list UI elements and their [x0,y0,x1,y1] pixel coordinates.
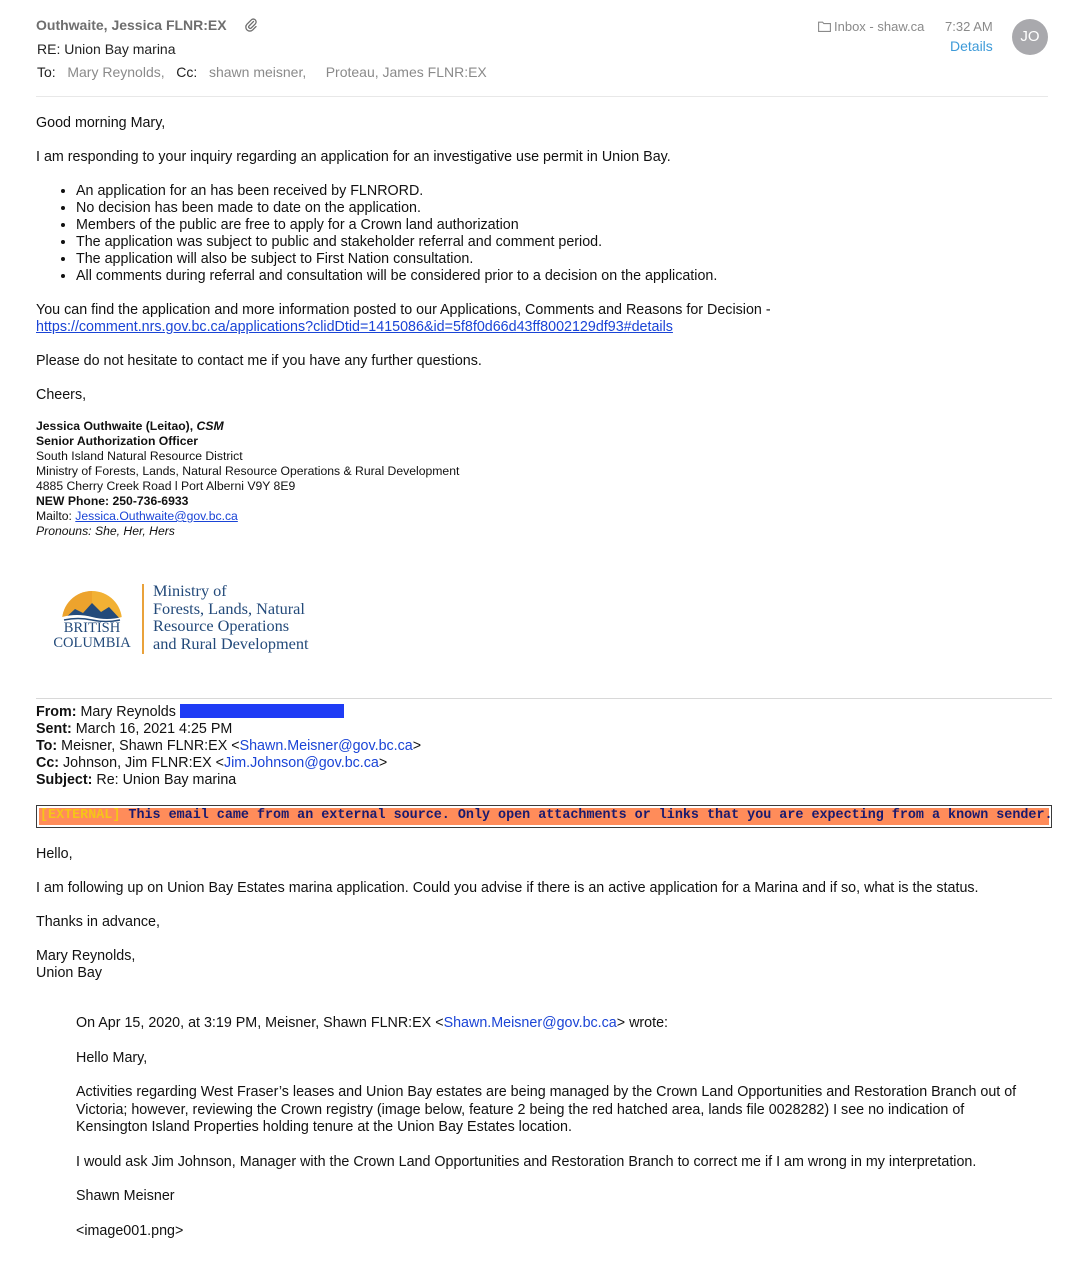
sig-phone: NEW Phone: 250-736-6933 [36,494,189,508]
ministry-wordmark [153,582,309,652]
attribution-wrote: wrote: [629,1015,669,1031]
signature-block [36,419,1046,539]
bc-line: BRITISH [63,620,121,636]
sig-name: Jessica Outhwaite (Leitao), [36,419,194,433]
list-item: • Members of the public are free to apply for a Crown land authorization [76,217,1046,234]
sig-pronouns: Pronouns: She, Her, Hers [36,524,175,538]
quote-signoff: Shawn Meisner [76,1188,175,1204]
details-link[interactable]: Details [950,38,993,54]
ministry-line: Ministry of [153,581,227,600]
list-item: • All comments during referral and consultation will be considered prior to a decision on the application. [76,268,1046,285]
ministry-line: Resource Operations [153,616,290,635]
mailbox-label: Inbox - shaw.ca [834,19,925,34]
quote-attribution: On Apr 15, 2020, at 3:19 PM, Meisner, Shawn FLNR:EX <Shawn.Meisner@gov.bc.ca> wrote: [76,1015,669,1031]
quote-paragraph: Activities regarding West Fraser’s leases and Union Bay estates are being managed by the Crown Land Opportunities and Restoration Branch out of Victoria; however, reviewing the Crown registry (image below, feature 2 being the red hatched area, lands file 0028282) I see no indication of Kensington Island Properties holding tenure at the Union Bay Estates location. [76,1084,1017,1135]
cc-recipient[interactable]: Proteau, James FLNR:EX [325,64,487,80]
list-item: • An application for an has been received by FLNRORD. [76,183,1046,200]
redacted-block [180,704,344,718]
fwd-sent-label: Sent: [36,721,72,737]
avatar: JO [1012,19,1048,55]
quoted-message [76,1015,1026,1257]
sender-name[interactable]: Outhwaite, Jessica FLNR:EX [36,17,227,33]
bc-sun-mountain-icon [61,582,123,622]
reply-location: Union Bay [36,965,102,981]
reply-greeting: Hello, [36,846,73,862]
fwd-cc-name: Johnson, Jim FLNR:EX [63,755,212,771]
reply-body [36,846,1046,999]
find-text: You can find the application and more information posted to our Applications, Comments and Reasons for Decision - [36,302,771,318]
reply-text: I am following up on Union Bay Estates marina application. Could you advise if there is an active application for a Marina and if so, what is the status. [36,880,979,896]
logo-divider [142,584,144,654]
sig-district: South Island Natural Resource District [36,449,243,463]
external-message: This email came from an external source. Only open attachments or links that you are expecting from a known sender. [128,808,1053,823]
closing: Cheers, [36,387,87,403]
list-item: • No decision has been made to date on the application. [76,200,1046,217]
quote-paragraph: I would ask Jim Johnson, Manager with the Crown Land Opportunities and Restoration Branch to correct me if I am wrong in my interpretation. [76,1153,977,1170]
email-subject: RE: Union Bay marina [37,41,176,57]
ministry-line: Forests, Lands, Natural [153,598,305,618]
sig-mailto-label: Mailto: [36,509,72,523]
reply-thanks: Thanks in advance, [36,914,160,930]
fwd-to-email[interactable]: Shawn.Meisner@gov.bc.ca [239,738,413,754]
attribution-email[interactable]: Shawn.Meisner@gov.bc.ca [443,1015,617,1031]
application-info [36,302,1046,336]
bc-line: COLUMBIA [53,634,131,651]
mailbox-indicator[interactable] [818,19,924,34]
header-divider [36,96,1048,97]
sig-address: 4885 Cherry Creek Road l Port Alberni V9Y 8E9 [36,479,296,493]
forwarded-header: From: Mary Reynolds Sent: March 16, 2021 4:25 PM To: Meisner, Shawn FLNR:EX <Shawn.Meisner@gov.bc.ca> Cc: Johnson, Jim FLNR:EX <Jim.Johnson@gov.bc.ca> Subject: Re: Union Bay marina [36,704,422,788]
list-item: • The application will also be subject to First Nation consultation. [76,251,1046,268]
attribution-text: On Apr 15, 2020, at 3:19 PM, Meisner, Shawn FLNR:EX [76,1015,432,1031]
cc-recipient[interactable]: shawn meisner, [208,64,307,80]
to-recipient[interactable]: Mary Reynolds, [67,64,165,80]
intro-paragraph: I am responding to your inquiry regarding an application for an investigative use permit in Union Bay. [36,149,671,165]
fwd-subject: Re: Union Bay marina [96,772,237,788]
contact-paragraph: Please do not hesitate to contact me if you have any further questions. [36,353,482,369]
fwd-to-name: Meisner, Shawn FLNR:EX [61,738,228,754]
fwd-from-label: From: [36,704,77,720]
sig-email-link[interactable]: Jessica.Outhwaite@gov.bc.ca [75,509,238,523]
external-warning-banner [36,805,1052,828]
received-time: 7:32 AM [945,19,993,34]
bullet-list [36,183,1046,285]
ministry-logo [52,578,314,658]
banner-text [40,808,1053,823]
attachment-icon [244,17,258,33]
fwd-sent: March 16, 2021 4:25 PM [75,721,233,737]
fwd-cc-email[interactable]: Jim.Johnson@gov.bc.ca [223,755,379,771]
ministry-line: and Rural Development [153,633,309,653]
greeting: Good morning Mary, [36,115,166,131]
folder-icon [818,21,831,32]
quote-attachment[interactable]: <image001.png> [76,1222,184,1239]
fwd-subject-label: Subject: [36,772,93,788]
message-body [36,115,1046,539]
sig-ministry: Ministry of Forests, Lands, Natural Resource Operations & Rural Development [36,464,460,478]
cc-label: Cc: [176,64,198,80]
recipients-line [37,64,487,80]
reply-signature [36,948,1046,982]
external-tag: [EXTERNAL] [40,808,121,823]
bc-wordmark [52,621,132,650]
to-label: To: [37,64,56,80]
list-item: • The application was subject to public and stakeholder referral and comment period. [76,234,1046,251]
forward-divider [36,698,1052,699]
reply-name: Mary Reynolds, [36,948,136,964]
quote-greeting: Hello Mary, [76,1049,148,1066]
fwd-to-label: To: [36,738,58,754]
fwd-from: Mary Reynolds [80,704,176,720]
fwd-cc-label: Cc: [36,755,60,771]
sig-credential: CSM [196,419,224,433]
application-link[interactable]: https://comment.nrs.gov.bc.ca/applications?clidDtid=1415086&id=5f8f0d66d43ff8002129df93#details [36,319,673,335]
sig-title: Senior Authorization Officer [36,434,199,448]
